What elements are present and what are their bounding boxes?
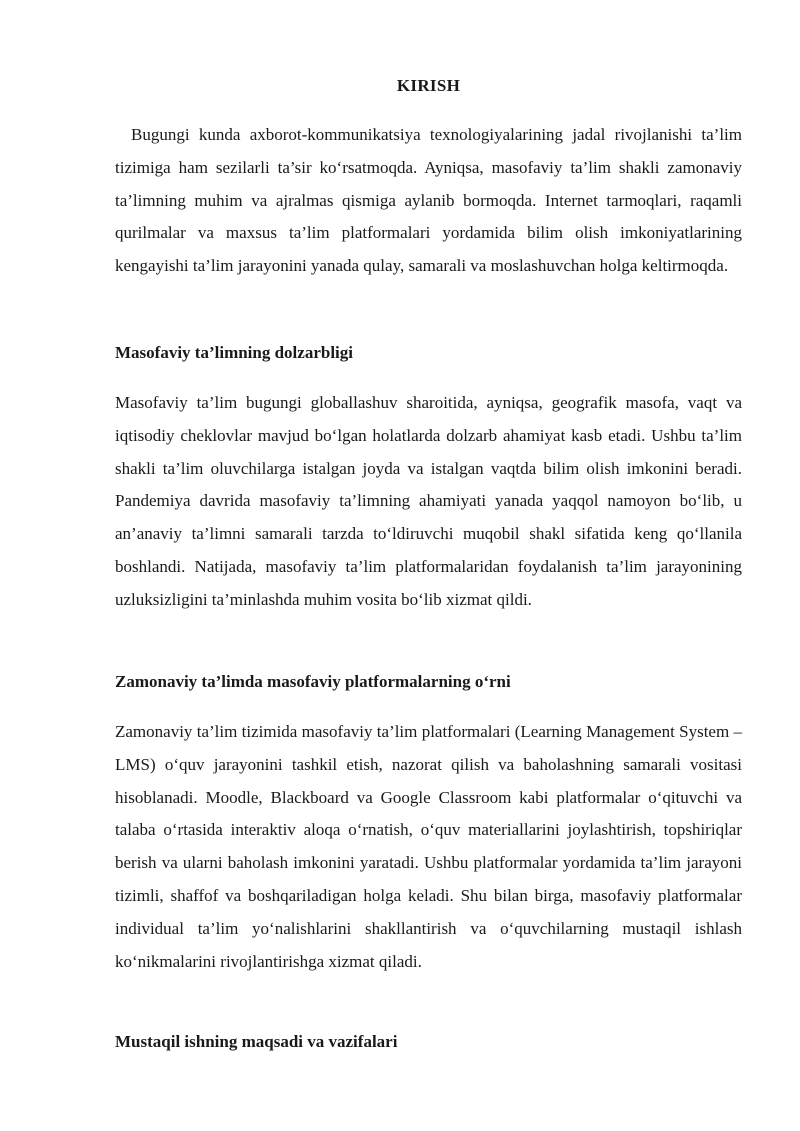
section-heading-relevance: Masofaviy ta’limning dolzarbligi: [115, 343, 353, 362]
page-title: KIRISH: [396, 76, 461, 95]
section-heading-platforms: Zamonaviy ta’limda masofaviy platformalarning o‘rni: [115, 672, 511, 691]
intro-paragraph: Bugungi kunda axborot-kommunikatsiya texnologiyalarining jadal rivojlanishi ta’lim tizimiga ham sezilarli ta’sir ko‘rsatmoqda. Ayniqsa, masofaviy ta’lim shakli zamonaviy ta’limning muhim va ajralmas qismiga aylanib bormoqda. Internet tarmoqlari, raqamli qurilmalar va maxsus ta’lim platformalari yordamida bilim olish imkoniyatlarining kengayishi ta’lim jarayonini yanada qulay, samarali va moslashuvchan holga keltirmoqda.: [115, 125, 742, 276]
section-heading-goals: Mustaqil ishning maqsadi va vazifalari: [115, 1032, 398, 1051]
section-paragraph-platforms: Zamonaviy ta’lim tizimida masofaviy ta’lim platformalari (Learning Management System – LMS) o‘quv jarayonini tashkil etish, nazorat qilish va baholashning samarali vositasi hisoblanadi. Moodle, Blackboard va Google Classroom kabi platformalar o‘qituvchi va talaba o‘rtasida interaktiv aloqa o‘rnatish, o‘quv materiallarini joylashtirish, topshiriqlar berish va ularni baholash imkonini yaratadi. Ushbu platformalar yordamida ta’lim jarayoni tizimli, shaffof va boshqariladigan holga keladi. Shu bilan birga, masofaviy platformalar individual ta’lim yo‘nalishlarini shakllantirish va o‘quvchilarning mustaqil ishlash ko‘nikmalarini rivojlantirishga xizmat qiladi.: [115, 722, 742, 971]
section-paragraph-relevance: Masofaviy ta’lim bugungi globallashuv sharoitida, ayniqsa, geografik masofa, vaqt va iqtisodiy cheklovlar mavjud bo‘lgan holatlarda dolzarb ahamiyat kasb etadi. Ushbu ta’lim shakli ta’lim oluvchilarga istalgan joyda va istalgan vaqtda bilim olish imkonini beradi. Pandemiya davrida masofaviy ta’limning ahamiyati yanada yaqqol namoyon bo‘lib, u an’anaviy ta’limni samarali tarzda to‘ldiruvchi muqobil shakl sifatida keng qo‘llanila boshlandi. Natijada, masofaviy ta’lim platformalaridan foydalanish ta’lim jarayonining uzluksizligini ta’minlashda muhim vosita bo‘lib xizmat qildi.: [115, 393, 742, 609]
